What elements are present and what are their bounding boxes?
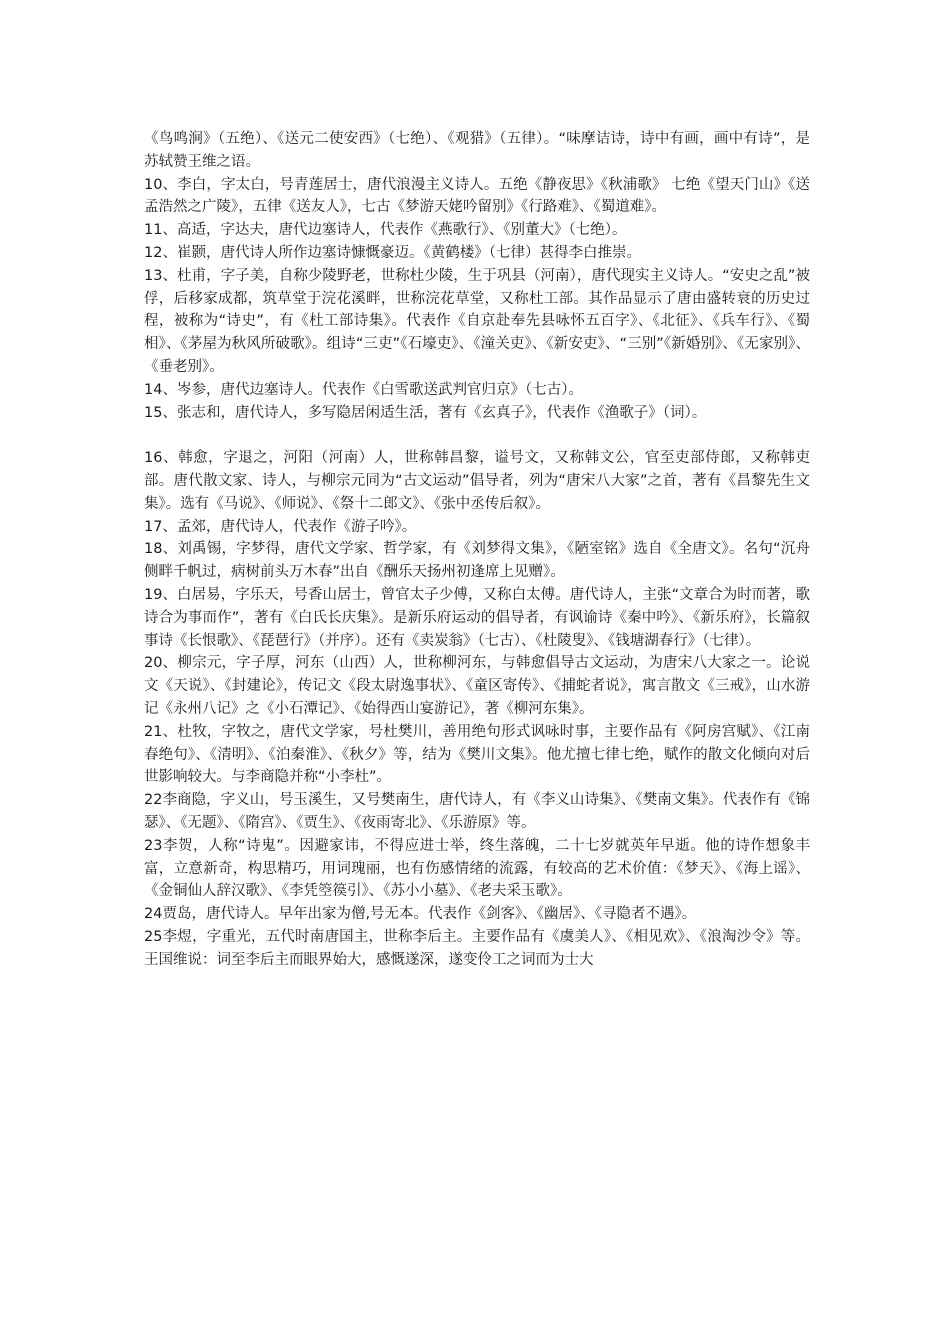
paragraph-gao-shi: 11、高适，字达夫，唐代边塞诗人，代表作《燕歌行》、《别董大》（七绝）。 xyxy=(144,222,627,239)
paragraph-li-yu: 25李煜，字重光，五代时南唐国主，世称李后主。主要作品有《虞美人》、《相见欢》、《浪淘沙令》等。王国维说：词至李后主而眼界始大，感慨遂深，遂变伶工之词而为士大 xyxy=(144,928,810,968)
paragraph-jia-dao: 24贾岛，唐代诗人。早年出家为僧,号无本。代表作《剑客》、《幽居》、《寻隐者不遇》。 xyxy=(144,906,697,923)
paragraph-wang-wei-continued: 《鸟鸣涧》（五绝）、《送元二使安西》（七绝）、《观猎》（五律）。“味摩诘诗，诗中有画，画中有诗”，是苏轼赞王维之语。 xyxy=(144,131,810,170)
paragraph-meng-jiao: 17、孟郊，唐代诗人，代表作《游子吟》。 xyxy=(144,518,417,535)
paragraph-du-mu: 21、杜牧，字牧之，唐代文学家，号杜樊川，善用绝句形式讽咏时事，主要作品有《阿房宫赋》、《江南春绝句》、《清明》、《泊秦淮》、《秋夕》等，结为《樊川文集》。他尤擅七律七绝，赋作的散文化倾向对后世影响较大。与李商隐并称“小李杜”。 xyxy=(144,723,810,786)
paragraph-han-yu: 16、韩愈，字退之，河阳（河南）人，世称韩昌黎，谥号文，又称韩文公，官至吏部侍郎，又称韩吏部。唐代散文家、诗人，与柳宗元同为“古文运动”倡导者，列为“唐宋八大家”之首，著有《昌黎先生文集》。选有《马说》、《师说》、《祭十二郎文》、《张中丞传后叙》。 xyxy=(144,450,810,512)
blank-line xyxy=(144,424,810,447)
paragraph-li-he: 23李贺，人称“诗鬼”。因避家讳，不得应进士举，终生落魄，二十七岁就英年早逝。他的诗作想象丰富，立意新奇，构思精巧，用词瑰丽，也有伤感情绪的流露，有较高的艺术价值：《梦天》、《海上谣》、《金铜仙人辞汉歌》、《李凭箜篌引》、《苏小小墓》、《老夫采玉歌》。 xyxy=(144,837,810,900)
paragraph-du-fu: 13、杜甫，字子美，自称少陵野老，世称杜少陵，生于巩县（河南），唐代现实主义诗人。“安史之乱”被俘，后移家成都，筑草堂于浣花溪畔，世称浣花草堂，又称杜工部。其作品显示了唐由盛转衰的历史过程，被称为“诗史”，有《杜工部诗集》。代表作《自京赴奉先县咏怀五百字》、《北征》、《兵车行》、《蜀相》、《茅屋为秋风所破歌》。组诗“三吏”《石壕吏》、《潼关吏》、《新安吏》、“三别”《新婚别》、《无家别》、《垂老别》。 xyxy=(144,267,810,375)
paragraph-liu-zongyuan: 20、柳宗元，字子厚，河东（山西）人，世称柳河东，与韩愈倡导古文运动，为唐宋八大家之一。论说文《天说》、《封建论》，传记文《段太尉逸事状》、《童区寄传》、《捕蛇者说》，寓言散文《三戒》，山水游记《永州八记》之《小石潭记》、《始得西山宴游记》，著《柳河东集》。 xyxy=(144,655,810,717)
paragraph-liu-yuxi: 18、刘禹锡，字梦得，唐代文学家、哲学家，有《刘梦得文集》，《陋室铭》选自《全唐文》。名句“沉舟侧畔千帆过，病树前头万木春”出自《酬乐天扬州初逢席上见赠》。 xyxy=(144,541,810,581)
paragraph-cui-hao: 12、崔颢，唐代诗人所作边塞诗慷慨豪迈。《黄鹤楼》（七律）甚得李白推崇。 xyxy=(144,244,641,261)
paragraph-li-shangyin: 22李商隐，字义山，号玉溪生，又号樊南生，唐代诗人，有《李义山诗集》、《樊南文集》。代表作有《锦瑟》、《无题》、《隋宫》、《贾生》、《夜雨寄北》、《乐游原》等。 xyxy=(144,792,810,831)
paragraph-zhang-zhihe: 15、张志和，唐代诗人，多写隐居闲适生活，著有《玄真子》，代表作《渔歌子》（词）。 xyxy=(144,404,707,421)
paragraph-cen-shen: 14、岑参，唐代边塞诗人。代表作《白雪歌送武判官归京》（七古）。 xyxy=(144,381,583,398)
document-body xyxy=(144,128,810,971)
paragraph-bai-juyi: 19、白居易，字乐天，号香山居士，曾官太子少傅，又称白太傅。唐代诗人，主张“文章合为时而著，歌诗合为事而作”，著有《白氏长庆集》。是新乐府运动的倡导者，有讽谕诗《秦中吟》、《新乐府》，长篇叙事诗《长恨歌》、《琵琶行》（并序）。还有《卖炭翁》（七古）、《杜陵叟》、《钱塘湖春行》（七律）。 xyxy=(144,586,810,649)
paragraph-li-bai: 10、李白，字太白，号青莲居士，唐代浪漫主义诗人。五绝《静夜思》《秋浦歌》 七绝《望天门山》《送孟浩然之广陵》，五律《送友人》，七古《梦游天姥吟留别》《行路难》、《蜀道难》。 xyxy=(144,176,810,216)
